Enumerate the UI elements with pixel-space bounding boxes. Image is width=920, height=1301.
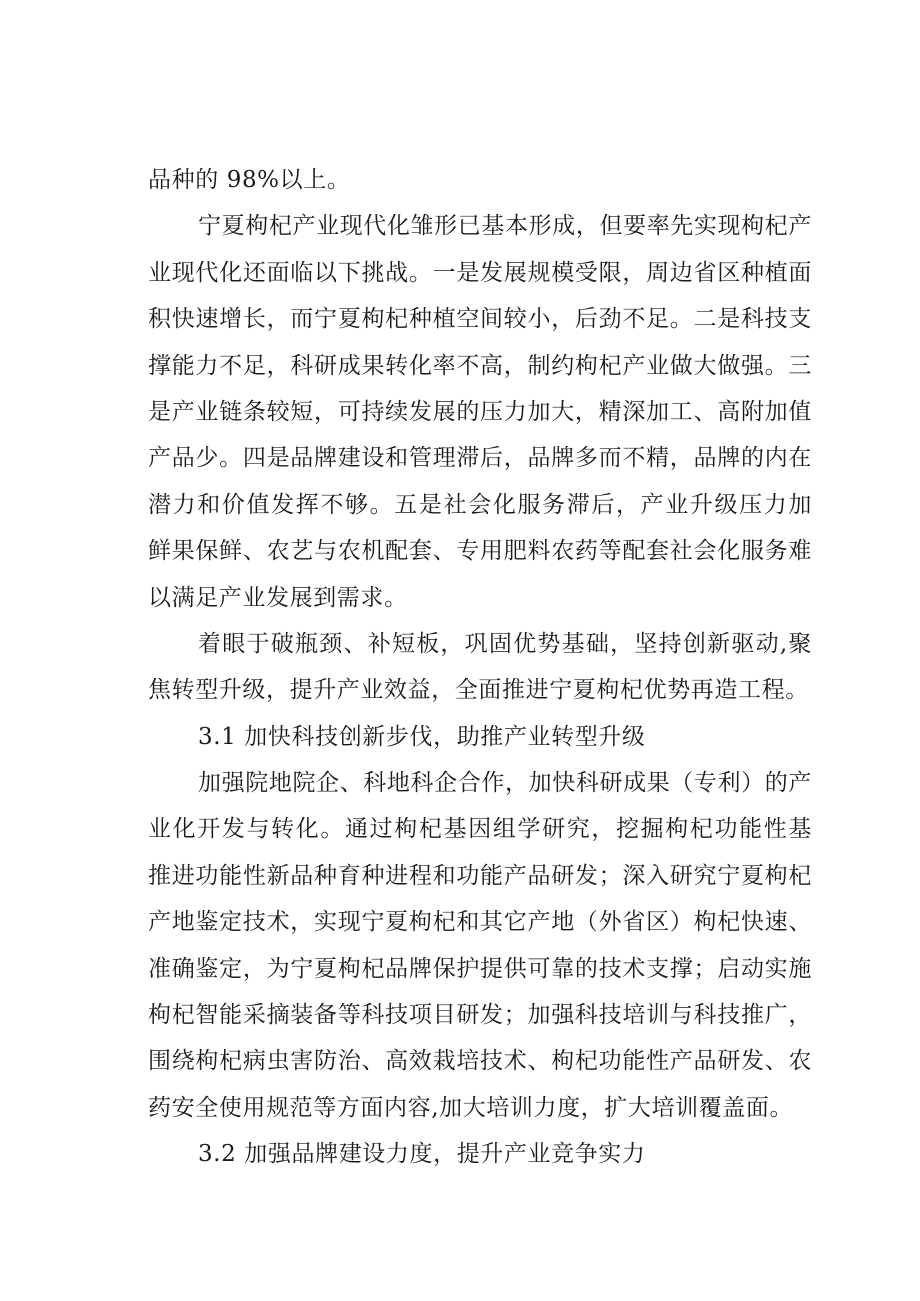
paragraph-line: 品种的 98%以上。 (148, 167, 351, 193)
section-heading-3-2: 3.2 加强品牌建设力度，提升产业竞争实力 (198, 1141, 646, 1168)
paragraph-line: 鲜果保鲜、农艺与农机配套、专用肥料农药等配套社会化服务难 (148, 538, 812, 565)
paragraph-last-line: 药安全使用规范等方面内容,加大培训力度，扩大培训覆盖面。 (148, 1094, 794, 1121)
paragraph-line: 推进功能性新品种育种进程和功能产品研发；深入研究宁夏枸杞 (148, 862, 812, 889)
paragraph-line: 产品少。四是品牌建设和管理滞后，品牌多而不精，品牌的内在 (148, 445, 812, 472)
paragraph-first-line: 加强院地院企、科地科企合作，加快科研成果（专利）的产 (198, 770, 812, 797)
paragraph-line: 积快速增长，而宁夏枸杞种植空间较小，后劲不足。二是科技支 (148, 306, 812, 333)
paragraph-line: 是产业链条较短，可持续发展的压力加大，精深加工、高附加值 (148, 398, 812, 425)
paragraph-first-line: 宁夏枸杞产业现代化雏形已基本形成，但要率先实现枸杞产 (198, 213, 812, 240)
paragraph-line: 围绕枸杞病虫害防治、高效栽培技术、枸杞功能性产品研发、农 (148, 1048, 812, 1075)
paragraph-first-line: 着眼于破瓶颈、补短板，巩固优势基础，坚持创新驱动,聚 (198, 630, 812, 657)
document-body (148, 157, 812, 1178)
paragraph-line: 业现代化还面临以下挑战。一是发展规模受限，周边省区种植面 (148, 259, 812, 286)
paragraph-line: 撑能力不足，科研成果转化率不高，制约枸杞产业做大做强。三 (148, 352, 812, 379)
paragraph-line: 业化开发与转化。通过枸杞基因组学研究，挖掘枸杞功能性基 (148, 816, 812, 843)
paragraph-line: 潜力和价值发挥不够。五是社会化服务滞后，产业升级压力加 (148, 491, 812, 518)
paragraph-last-line: 焦转型升级，提升产业效益，全面推进宁夏枸杞优势再造工程。 (148, 677, 809, 704)
section-heading-3-1: 3.1 加快科技创新步伐，助推产业转型升级 (198, 723, 646, 750)
paragraph-last-line: 以满足产业发展到需求。 (148, 584, 408, 611)
paragraph-line: 准确鉴定，为宁夏枸杞品牌保护提供可靠的技术支撑；启动实施 (148, 955, 812, 982)
paragraph-line: 产地鉴定技术，实现宁夏枸杞和其它产地（外省区）枸杞快速、 (148, 909, 812, 936)
paragraph-line: 枸杞智能采摘装备等科技项目研发；加强科技培训与科技推广， (148, 1002, 812, 1029)
